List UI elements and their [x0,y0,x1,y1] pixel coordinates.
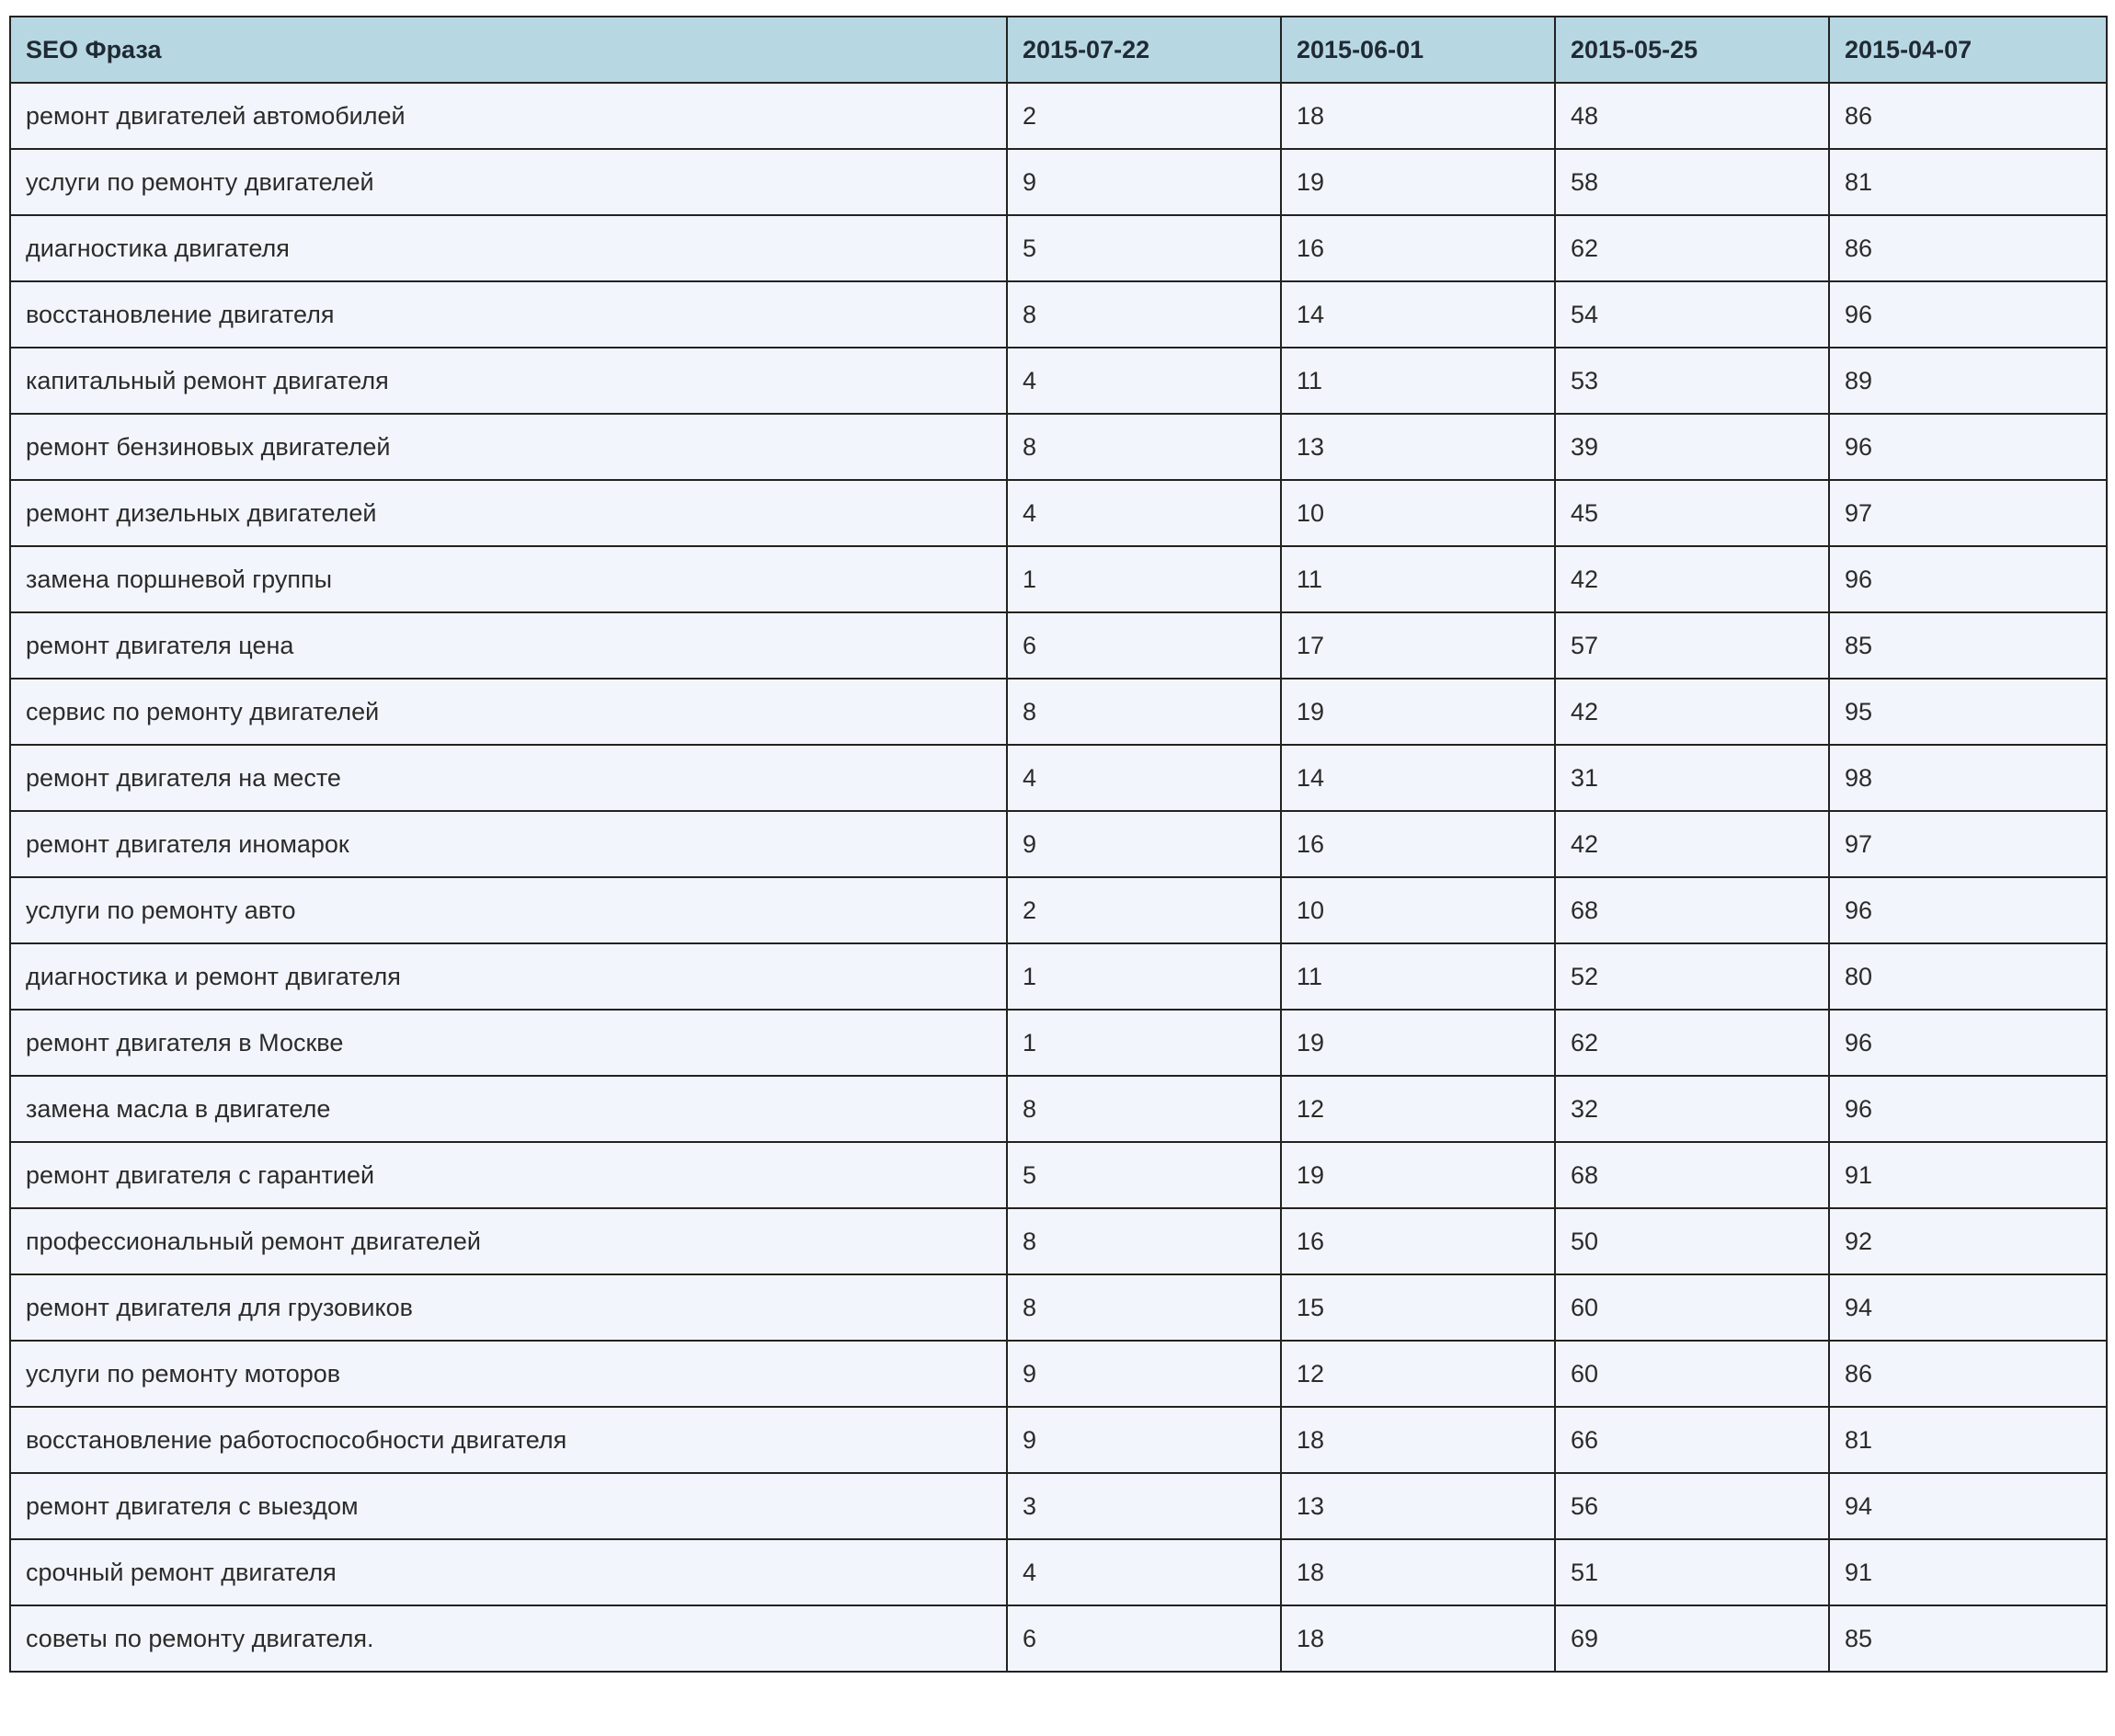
cell-position: 32 [1555,1076,1829,1142]
seo-positions-table [9,16,2108,1673]
cell-phrase: диагностика и ремонт двигателя [10,943,1007,1010]
cell-phrase: восстановление работоспособности двигателя [10,1407,1007,1473]
cell-position: 10 [1281,877,1555,943]
cell-position: 92 [1829,1208,2107,1274]
table-row [10,348,2107,414]
cell-position: 18 [1281,83,1555,149]
cell-position: 16 [1281,811,1555,877]
cell-position: 8 [1007,1208,1281,1274]
cell-phrase: сервис по ремонту двигателей [10,679,1007,745]
table-row [10,149,2107,215]
cell-phrase: срочный ремонт двигателя [10,1539,1007,1605]
cell-phrase: услуги по ремонту двигателей [10,149,1007,215]
cell-position: 19 [1281,1142,1555,1208]
cell-position: 42 [1555,679,1829,745]
cell-position: 80 [1829,943,2107,1010]
table-header [10,17,2107,83]
cell-position: 91 [1829,1539,2107,1605]
cell-phrase: замена поршневой группы [10,546,1007,612]
cell-position: 3 [1007,1473,1281,1539]
cell-position: 62 [1555,1010,1829,1076]
table-row [10,1274,2107,1341]
cell-position: 96 [1829,546,2107,612]
cell-position: 10 [1281,480,1555,546]
cell-position: 62 [1555,215,1829,281]
cell-position: 6 [1007,1605,1281,1672]
cell-position: 54 [1555,281,1829,348]
cell-position: 42 [1555,546,1829,612]
cell-phrase: ремонт двигателя в Москве [10,1010,1007,1076]
cell-position: 15 [1281,1274,1555,1341]
cell-position: 98 [1829,745,2107,811]
cell-phrase: ремонт бензиновых двигателей [10,414,1007,480]
table-row [10,679,2107,745]
cell-position: 96 [1829,1010,2107,1076]
cell-position: 6 [1007,612,1281,679]
cell-phrase: ремонт дизельных двигателей [10,480,1007,546]
cell-position: 8 [1007,281,1281,348]
cell-position: 51 [1555,1539,1829,1605]
cell-position: 69 [1555,1605,1829,1672]
table-row [10,1010,2107,1076]
cell-position: 18 [1281,1605,1555,1672]
table-row [10,877,2107,943]
cell-position: 42 [1555,811,1829,877]
cell-position: 19 [1281,1010,1555,1076]
table-row [10,414,2107,480]
cell-position: 5 [1007,1142,1281,1208]
cell-position: 31 [1555,745,1829,811]
cell-position: 95 [1829,679,2107,745]
table-row [10,1208,2107,1274]
cell-phrase: ремонт двигателей автомобилей [10,83,1007,149]
table-row [10,1142,2107,1208]
cell-position: 1 [1007,943,1281,1010]
table-row [10,811,2107,877]
cell-position: 58 [1555,149,1829,215]
cell-position: 86 [1829,215,2107,281]
cell-position: 94 [1829,1274,2107,1341]
cell-position: 57 [1555,612,1829,679]
table-row [10,281,2107,348]
cell-position: 18 [1281,1407,1555,1473]
cell-position: 81 [1829,1407,2107,1473]
cell-position: 4 [1007,1539,1281,1605]
cell-position: 45 [1555,480,1829,546]
cell-position: 60 [1555,1274,1829,1341]
table-row [10,1407,2107,1473]
cell-position: 96 [1829,1076,2107,1142]
cell-phrase: услуги по ремонту моторов [10,1341,1007,1407]
cell-position: 81 [1829,149,2107,215]
cell-phrase: ремонт двигателя иномарок [10,811,1007,877]
cell-phrase: капитальный ремонт двигателя [10,348,1007,414]
cell-position: 9 [1007,149,1281,215]
cell-phrase: ремонт двигателя для грузовиков [10,1274,1007,1341]
cell-position: 39 [1555,414,1829,480]
cell-position: 94 [1829,1473,2107,1539]
cell-position: 89 [1829,348,2107,414]
cell-position: 9 [1007,811,1281,877]
cell-position: 97 [1829,480,2107,546]
cell-position: 16 [1281,1208,1555,1274]
table-row [10,83,2107,149]
cell-position: 8 [1007,1274,1281,1341]
cell-position: 1 [1007,1010,1281,1076]
cell-position: 8 [1007,679,1281,745]
column-header-date: 2015-04-07 [1829,17,2107,83]
table-row [10,612,2107,679]
cell-phrase: ремонт двигателя на месте [10,745,1007,811]
cell-position: 12 [1281,1076,1555,1142]
cell-position: 13 [1281,414,1555,480]
cell-position: 2 [1007,877,1281,943]
cell-phrase: профессиональный ремонт двигателей [10,1208,1007,1274]
table-row [10,943,2107,1010]
cell-position: 91 [1829,1142,2107,1208]
cell-position: 68 [1555,877,1829,943]
column-header-date: 2015-06-01 [1281,17,1555,83]
cell-position: 96 [1829,877,2107,943]
column-header-date: 2015-07-22 [1007,17,1281,83]
cell-position: 13 [1281,1473,1555,1539]
cell-position: 48 [1555,83,1829,149]
cell-position: 53 [1555,348,1829,414]
cell-phrase: ремонт двигателя цена [10,612,1007,679]
table-row [10,745,2107,811]
cell-position: 9 [1007,1407,1281,1473]
column-header-phrase: SEO Фраза [10,17,1007,83]
cell-phrase: ремонт двигателя с выездом [10,1473,1007,1539]
cell-position: 56 [1555,1473,1829,1539]
cell-position: 5 [1007,215,1281,281]
cell-position: 66 [1555,1407,1829,1473]
cell-position: 16 [1281,215,1555,281]
cell-position: 19 [1281,149,1555,215]
cell-position: 4 [1007,480,1281,546]
table-row [10,480,2107,546]
cell-phrase: замена масла в двигателе [10,1076,1007,1142]
cell-position: 85 [1829,1605,2107,1672]
cell-position: 4 [1007,745,1281,811]
cell-position: 96 [1829,414,2107,480]
cell-position: 4 [1007,348,1281,414]
table-row [10,1473,2107,1539]
table-row [10,1539,2107,1605]
cell-position: 96 [1829,281,2107,348]
cell-phrase: диагностика двигателя [10,215,1007,281]
cell-position: 9 [1007,1341,1281,1407]
cell-phrase: восстановление двигателя [10,281,1007,348]
cell-position: 8 [1007,414,1281,480]
cell-position: 60 [1555,1341,1829,1407]
cell-position: 68 [1555,1142,1829,1208]
column-header-date: 2015-05-25 [1555,17,1829,83]
cell-position: 19 [1281,679,1555,745]
table-row [10,546,2107,612]
table-row [10,1341,2107,1407]
cell-position: 14 [1281,281,1555,348]
cell-phrase: услуги по ремонту авто [10,877,1007,943]
cell-position: 14 [1281,745,1555,811]
cell-position: 12 [1281,1341,1555,1407]
cell-phrase: советы по ремонту двигателя. [10,1605,1007,1672]
header-row [10,17,2107,83]
cell-position: 11 [1281,348,1555,414]
table-row [10,1605,2107,1672]
cell-position: 1 [1007,546,1281,612]
cell-position: 11 [1281,943,1555,1010]
table-row [10,215,2107,281]
cell-phrase: ремонт двигателя с гарантией [10,1142,1007,1208]
cell-position: 50 [1555,1208,1829,1274]
table-body [10,83,2107,1672]
table-row [10,1076,2107,1142]
cell-position: 17 [1281,612,1555,679]
cell-position: 86 [1829,83,2107,149]
cell-position: 52 [1555,943,1829,1010]
cell-position: 2 [1007,83,1281,149]
cell-position: 8 [1007,1076,1281,1142]
cell-position: 86 [1829,1341,2107,1407]
cell-position: 97 [1829,811,2107,877]
cell-position: 85 [1829,612,2107,679]
cell-position: 18 [1281,1539,1555,1605]
cell-position: 11 [1281,546,1555,612]
